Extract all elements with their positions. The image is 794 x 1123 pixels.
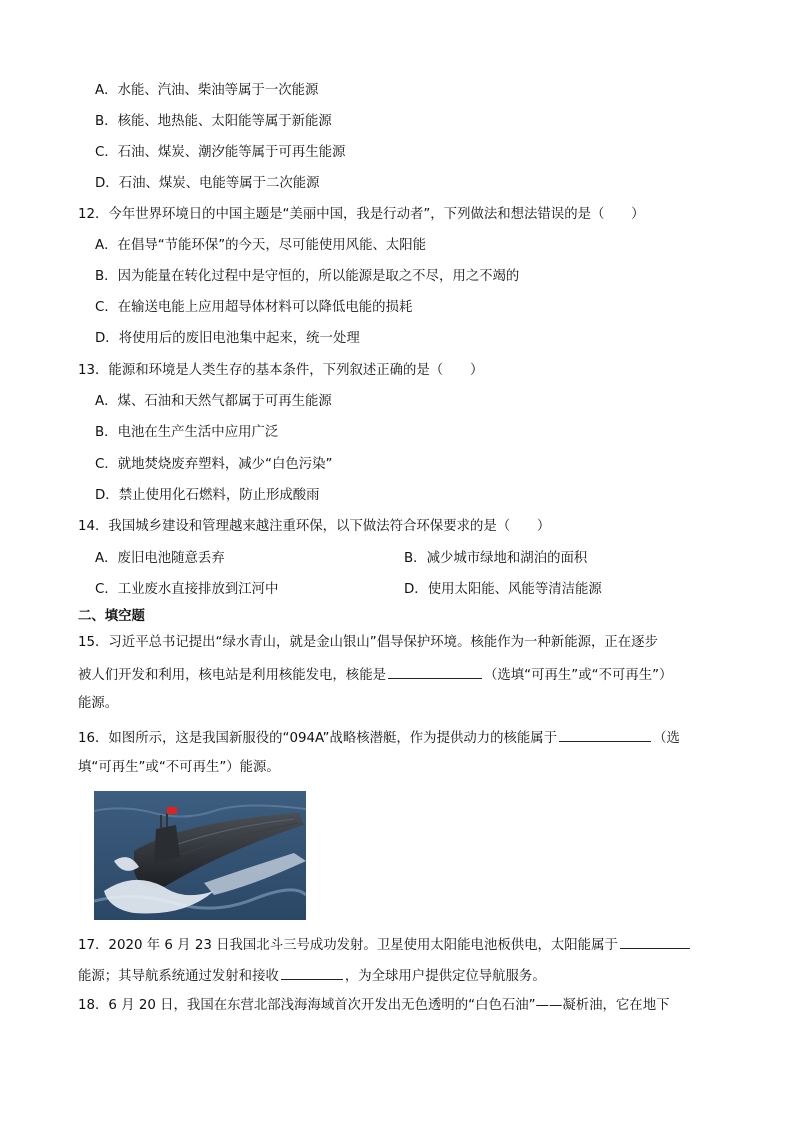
q14-option-c: C．工业废水直接排放到江河中 [95,582,279,597]
q12-stem: 12．今年世界环境日的中国主题是“美丽中国，我是行动者”，下列做法和想法错误的是（ ） [78,207,645,222]
submarine-image [94,791,306,920]
q12-option-b: B．因为能量在转化过程中是守恒的，所以能源是取之不尽，用之不竭的 [95,269,520,284]
q15-line2-text: 被人们开发和利用，核电站是利用核能发电，核能是 [78,668,386,683]
section-heading-fill-blank: 二、填空题 [78,609,145,624]
q17-answer-blank-2[interactable] [281,965,343,980]
q11-option-d: D．石油、煤炭、电能等属于二次能源 [95,176,320,191]
q11-option-a: A．水能、汽油、柴油等属于一次能源 [95,83,319,98]
q14-option-b: B．减少城市绿地和湖泊的面积 [404,551,588,566]
q16-line1-text: 16．如图所示，这是我国新服役的“094A”战略核潜艇，作为提供动力的核能属于 [78,731,558,746]
q16-line1-tail: （选 [653,731,680,746]
q15-line3: 能源。 [78,696,119,711]
q14-option-d: D．使用太阳能、风能等清洁能源 [404,582,602,597]
q15-answer-blank[interactable] [388,664,482,679]
q14-option-a: A．废旧电池随意丢弃 [95,551,225,566]
q13-option-b: B．电池在生产生活中应用广泛 [95,425,279,440]
q15-line2 [78,664,672,686]
q17-line2-text: 能源；其导航系统通过发射和接收 [78,969,279,984]
q16-answer-blank[interactable] [559,727,651,742]
q11-option-b: B．核能、地热能、太阳能等属于新能源 [95,114,332,129]
q17-answer-blank-1[interactable] [620,934,690,949]
q14-stem: 14．我国城乡建设和管理越来越注重环保，以下做法符合环保要求的是（ ） [78,519,551,534]
q17-line2 [78,965,546,987]
q13-option-c: C．就地焚烧废弃塑料，减少“白色污染” [95,457,333,472]
q17-line1 [78,934,692,956]
q12-option-a: A．在倡导“节能环保”的今天，尽可能使用风能、太阳能 [95,238,427,253]
q18-line1: 18．6 月 20 日，我国在东营北部浅海海域首次开发出无色透明的“白色石油”——凝析油，它在地下 [78,998,670,1013]
q13-stem: 13．能源和环境是人类生存的基本条件，下列叙述正确的是（ ） [78,363,484,378]
q12-option-d: D．将使用后的废旧电池集中起来，统一处理 [95,331,360,346]
q15-line1: 15．习近平总书记提出“绿水青山，就是金山银山”倡导保护环境。核能作为一种新能源，正在逐步 [78,635,658,650]
q13-option-a: A．煤、石油和天然气都属于可再生能源 [95,394,332,409]
q16-line2: 填“可再生”或“不可再生”）能源。 [78,760,280,775]
q11-option-c: C．石油、煤炭、潮汐能等属于可再生能源 [95,145,346,160]
q16-line1 [78,727,680,749]
q17-line2-tail: ，为全球用户提供定位导航服务。 [344,969,546,984]
q12-option-c: C．在输送电能上应用超导体材料可以降低电能的损耗 [95,300,413,315]
q17-line1-text: 17．2020 年 6 月 23 日我国北斗三号成功发射。卫星使用太阳能电池板供电，太阳能属于 [78,938,618,953]
q15-line2-tail: （选填“可再生”或“不可再生”） [483,668,673,683]
q13-option-d: D．禁止使用化石燃料，防止形成酸雨 [95,488,320,503]
